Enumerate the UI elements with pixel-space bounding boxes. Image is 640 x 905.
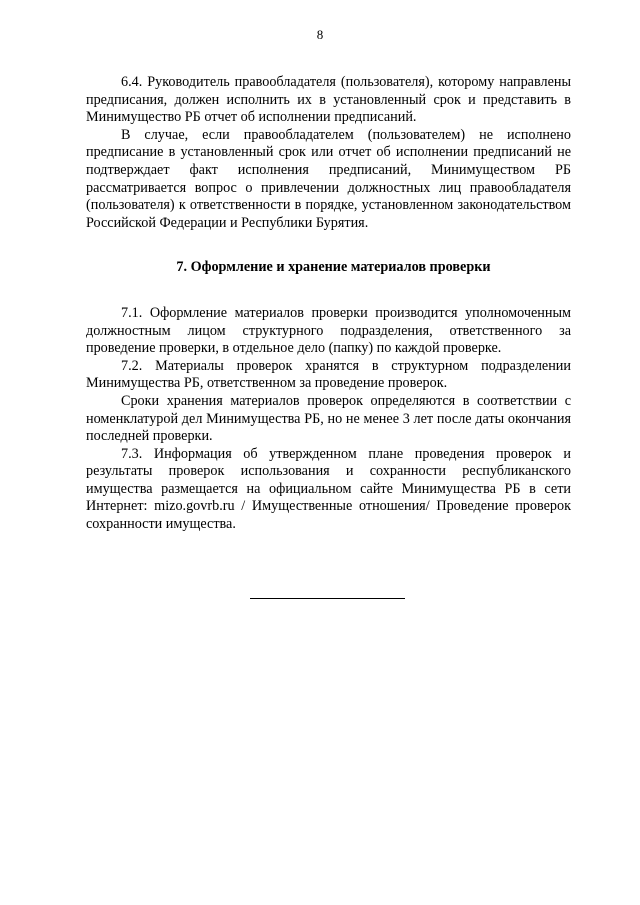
end-of-document-rule (250, 598, 405, 599)
paragraph-storage-terms: Сроки хранения материалов проверок определяются в соответствии с номенклатурой дел Минимущества РБ, но не менее 3 лет после даты окончания последней проверки. (86, 392, 571, 445)
section-heading-7: 7. Оформление и хранение материалов проверки (176, 259, 491, 276)
paragraph-non-compliance: В случае, если правообладателем (пользователем) не исполнено предписание в установленный срок или отчет об исполнении предписаний не подтверждает факт исполнения предписаний, Минимуществом РБ рассматривается вопрос о привлечении должностных лиц правообладателя (пользователя) к ответственности в порядке, установленном законодательством Российской Федерации и Республики Бурятия. (86, 126, 571, 231)
paragraph-6-4: 6.4. Руководитель правообладателя (пользователя), которому направлены предписания, должен исполнить их в установленный срок и представить в Минимущество РБ отчет об исполнении предписаний. (86, 74, 571, 126)
paragraph-7-3: 7.3. Информация об утвержденном плане проведения проверок и результаты проверок использования и сохранности республиканского имущества размещается на официальном сайте Минимущества РБ в сети Интернет: mizo.govrb.ru / Имущественные отношения/ Проведение проверок сохранности имущества. (86, 445, 571, 533)
page-number: 8 (316, 27, 324, 42)
document-body (86, 74, 571, 534)
paragraph-7-1: 7.1. Оформление материалов проверки производится уполномоченным должностным лицом структурного подразделения, ответственного за проведение проверки, в отдельное дело (папку) по каждой проверке. (86, 304, 571, 357)
paragraph-7-2: 7.2. Материалы проверок хранятся в структурном подразделении Минимущества РБ, ответственном за проведение проверок. (86, 357, 571, 392)
